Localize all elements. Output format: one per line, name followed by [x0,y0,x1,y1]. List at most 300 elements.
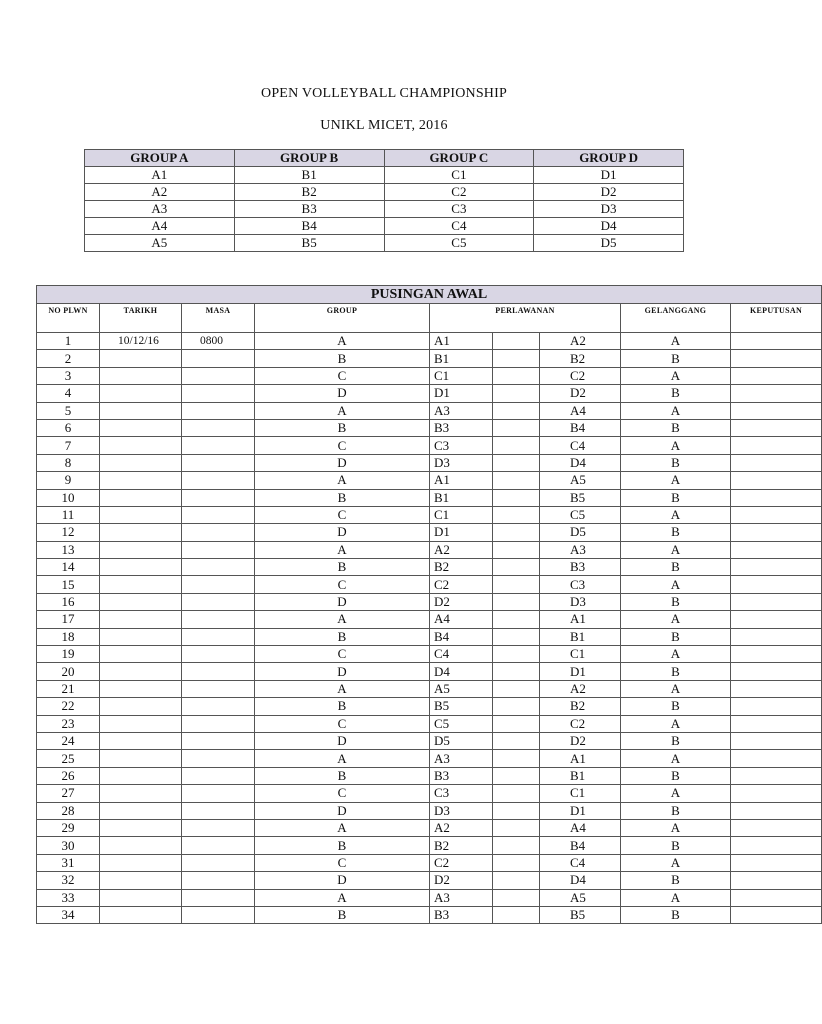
match-group-cell: C [255,437,430,454]
match-number-cell: 31 [37,854,100,871]
match-vs-spacer [493,854,540,871]
match-date-cell [100,559,182,576]
match-away-team-cell: D1 [540,802,621,819]
match-time-cell [182,872,255,889]
match-row [37,524,822,541]
match-time-cell [182,646,255,663]
match-home-team-cell: C1 [430,506,493,523]
match-time-cell [182,472,255,489]
match-court-cell: B [621,593,731,610]
schedule-table [36,285,822,924]
match-away-team-cell: B4 [540,419,621,436]
match-result-cell [731,785,822,802]
match-date-cell [100,715,182,732]
group-team-cell: D5 [534,235,684,252]
match-row [37,819,822,836]
group-team-cell: B3 [234,201,384,218]
match-home-team-cell: B1 [430,350,493,367]
match-away-team-cell: B5 [540,489,621,506]
group-team-cell: A1 [85,167,235,184]
match-row [37,489,822,506]
match-court-cell: A [621,646,731,663]
match-row [37,750,822,767]
match-vs-spacer [493,802,540,819]
schedule-banner: PUSINGAN AWAL [37,286,822,304]
match-court-cell: A [621,611,731,628]
match-home-team-cell: C2 [430,576,493,593]
match-date-cell [100,698,182,715]
match-court-cell: A [621,472,731,489]
match-date-cell [100,872,182,889]
match-home-team-cell: D1 [430,385,493,402]
match-number-cell: 19 [37,646,100,663]
match-number-cell: 32 [37,872,100,889]
match-number-cell: 15 [37,576,100,593]
match-time-cell [182,437,255,454]
match-home-team-cell: A5 [430,680,493,697]
match-home-team-cell: C3 [430,785,493,802]
match-court-cell: B [621,663,731,680]
match-time-cell [182,819,255,836]
match-date-cell [100,524,182,541]
group-team-cell: D4 [534,218,684,235]
match-home-team-cell: B5 [430,698,493,715]
match-result-cell [731,454,822,471]
match-court-cell: A [621,750,731,767]
match-number-cell: 28 [37,802,100,819]
match-number-cell: 12 [37,524,100,541]
match-vs-spacer [493,472,540,489]
match-group-cell: D [255,454,430,471]
match-date-cell [100,576,182,593]
match-number-cell: 30 [37,837,100,854]
match-away-team-cell: C5 [540,506,621,523]
match-home-team-cell: A4 [430,611,493,628]
match-result-cell [731,593,822,610]
match-date-cell [100,819,182,836]
match-home-team-cell: C3 [430,437,493,454]
match-row [37,646,822,663]
group-team-cell: A3 [85,201,235,218]
match-row [37,454,822,471]
match-number-cell: 4 [37,385,100,402]
match-court-cell: B [621,802,731,819]
match-time-cell: 0800 [182,333,255,350]
match-time-cell [182,419,255,436]
match-home-team-cell: D5 [430,732,493,749]
match-row [37,680,822,697]
match-result-cell [731,506,822,523]
match-away-team-cell: C3 [540,576,621,593]
match-number-cell: 34 [37,906,100,923]
match-court-cell: A [621,819,731,836]
match-date-cell [100,628,182,645]
match-home-team-cell: D3 [430,454,493,471]
match-row [37,402,822,419]
header-perlawanan: PERLAWANAN [430,304,621,333]
match-date-cell [100,802,182,819]
groups-row [85,218,684,235]
match-row [37,889,822,906]
match-row [37,611,822,628]
match-time-cell [182,906,255,923]
match-vs-spacer [493,750,540,767]
group-team-cell: B4 [234,218,384,235]
match-time-cell [182,680,255,697]
header-tarikh: TARIKH [100,304,182,333]
match-vs-spacer [493,489,540,506]
schedule-header-row [37,304,822,333]
match-result-cell [731,559,822,576]
match-court-cell: B [621,698,731,715]
match-time-cell [182,541,255,558]
match-result-cell [731,819,822,836]
match-away-team-cell: B4 [540,837,621,854]
match-time-cell [182,385,255,402]
match-number-cell: 22 [37,698,100,715]
match-group-cell: A [255,402,430,419]
match-row [37,472,822,489]
match-number-cell: 3 [37,367,100,384]
match-home-team-cell: B4 [430,628,493,645]
match-group-cell: A [255,472,430,489]
match-result-cell [731,489,822,506]
match-court-cell: B [621,559,731,576]
match-group-cell: B [255,698,430,715]
match-date-cell [100,367,182,384]
match-row [37,541,822,558]
match-court-cell: A [621,437,731,454]
match-date-cell [100,541,182,558]
match-court-cell: B [621,385,731,402]
match-away-team-cell: D2 [540,385,621,402]
match-result-cell [731,837,822,854]
match-group-cell: B [255,419,430,436]
match-result-cell [731,889,822,906]
match-vs-spacer [493,680,540,697]
match-vs-spacer [493,524,540,541]
match-date-cell [100,889,182,906]
document-subtitle: UNIKL MICET, 2016 [320,118,448,133]
match-away-team-cell: A1 [540,611,621,628]
group-d-header: GROUP D [534,150,684,167]
match-group-cell: C [255,854,430,871]
match-number-cell: 16 [37,593,100,610]
match-number-cell: 23 [37,715,100,732]
match-date-cell [100,750,182,767]
match-result-cell [731,611,822,628]
match-away-team-cell: A1 [540,750,621,767]
match-group-cell: D [255,872,430,889]
match-vs-spacer [493,906,540,923]
match-court-cell: B [621,872,731,889]
match-home-team-cell: A3 [430,402,493,419]
match-court-cell: A [621,367,731,384]
match-vs-spacer [493,506,540,523]
group-team-cell: D2 [534,184,684,201]
match-number-cell: 33 [37,889,100,906]
match-away-team-cell: A5 [540,889,621,906]
match-court-cell: A [621,889,731,906]
match-group-cell: C [255,576,430,593]
match-away-team-cell: B5 [540,906,621,923]
match-date-cell [100,906,182,923]
match-vs-spacer [493,350,540,367]
group-team-cell: A5 [85,235,235,252]
match-vs-spacer [493,785,540,802]
header-keputusan: KEPUTUSAN [731,304,822,333]
match-vs-spacer [493,454,540,471]
match-result-cell [731,419,822,436]
match-group-cell: D [255,524,430,541]
match-vs-spacer [493,611,540,628]
groups-row [85,235,684,252]
match-group-cell: D [255,593,430,610]
match-group-cell: A [255,680,430,697]
match-court-cell: A [621,576,731,593]
header-group: GROUP [255,304,430,333]
match-group-cell: D [255,663,430,680]
match-court-cell: A [621,541,731,558]
match-away-team-cell: D5 [540,524,621,541]
match-row [37,906,822,923]
match-group-cell: A [255,819,430,836]
match-row [37,732,822,749]
match-number-cell: 11 [37,506,100,523]
match-time-cell [182,454,255,471]
match-number-cell: 1 [37,333,100,350]
match-vs-spacer [493,646,540,663]
match-date-cell [100,350,182,367]
match-home-team-cell: C5 [430,715,493,732]
match-time-cell [182,715,255,732]
match-date-cell [100,419,182,436]
match-group-cell: D [255,802,430,819]
match-row [37,663,822,680]
match-away-team-cell: B1 [540,628,621,645]
match-result-cell [731,680,822,697]
match-away-team-cell: C1 [540,646,621,663]
match-vs-spacer [493,367,540,384]
group-team-cell: A2 [85,184,235,201]
header-gelanggang: GELANGGANG [621,304,731,333]
match-date-cell [100,593,182,610]
match-number-cell: 7 [37,437,100,454]
match-number-cell: 8 [37,454,100,471]
group-team-cell: B1 [234,167,384,184]
match-row [37,837,822,854]
match-time-cell [182,785,255,802]
match-time-cell [182,611,255,628]
match-number-cell: 20 [37,663,100,680]
match-home-team-cell: A3 [430,750,493,767]
match-number-cell: 2 [37,350,100,367]
match-row [37,350,822,367]
group-team-cell: C4 [384,218,534,235]
match-result-cell [731,524,822,541]
match-group-cell: C [255,367,430,384]
match-away-team-cell: B2 [540,698,621,715]
match-vs-spacer [493,385,540,402]
group-team-cell: C3 [384,201,534,218]
match-vs-spacer [493,889,540,906]
match-result-cell [731,854,822,871]
match-time-cell [182,524,255,541]
match-row [37,854,822,871]
match-away-team-cell: A5 [540,472,621,489]
match-result-cell [731,350,822,367]
match-away-team-cell: D4 [540,872,621,889]
match-result-cell [731,732,822,749]
match-group-cell: C [255,646,430,663]
match-number-cell: 24 [37,732,100,749]
match-time-cell [182,802,255,819]
match-away-team-cell: B2 [540,350,621,367]
match-time-cell [182,576,255,593]
group-c-header: GROUP C [384,150,534,167]
match-group-cell: A [255,333,430,350]
match-home-team-cell: C2 [430,854,493,871]
match-date-cell [100,646,182,663]
match-row [37,559,822,576]
match-away-team-cell: C2 [540,367,621,384]
match-group-cell: D [255,385,430,402]
match-result-cell [731,750,822,767]
match-result-cell [731,767,822,784]
match-group-cell: A [255,541,430,558]
match-date-cell [100,472,182,489]
group-team-cell: B2 [234,184,384,201]
match-group-cell: A [255,611,430,628]
group-team-cell: C1 [384,167,534,184]
match-home-team-cell: A1 [430,472,493,489]
match-row [37,628,822,645]
match-court-cell: B [621,454,731,471]
match-home-team-cell: A1 [430,333,493,350]
group-team-cell: C5 [384,235,534,252]
group-team-cell: D3 [534,201,684,218]
match-vs-spacer [493,767,540,784]
match-court-cell: B [621,350,731,367]
match-row [37,767,822,784]
match-vs-spacer [493,698,540,715]
match-group-cell: D [255,732,430,749]
match-vs-spacer [493,819,540,836]
match-time-cell [182,698,255,715]
match-vs-spacer [493,576,540,593]
header-no-plwn: NO PLWN [37,304,100,333]
match-court-cell: B [621,628,731,645]
match-away-team-cell: C4 [540,854,621,871]
match-home-team-cell: B3 [430,419,493,436]
match-vs-spacer [493,732,540,749]
match-row [37,333,822,350]
match-court-cell: B [621,767,731,784]
match-date-cell [100,854,182,871]
match-result-cell [731,802,822,819]
match-court-cell: B [621,489,731,506]
match-time-cell [182,402,255,419]
match-date-cell [100,611,182,628]
match-date-cell [100,837,182,854]
match-group-cell: B [255,767,430,784]
match-date-cell [100,680,182,697]
match-home-team-cell: C1 [430,367,493,384]
match-court-cell: A [621,715,731,732]
match-row [37,385,822,402]
match-court-cell: A [621,333,731,350]
groups-table [84,149,684,252]
match-result-cell [731,663,822,680]
match-time-cell [182,837,255,854]
match-vs-spacer [493,663,540,680]
match-away-team-cell: C4 [540,437,621,454]
match-number-cell: 29 [37,819,100,836]
groups-row [85,167,684,184]
match-row [37,506,822,523]
groups-row [85,201,684,218]
match-row [37,367,822,384]
header-masa: MASA [182,304,255,333]
match-number-cell: 21 [37,680,100,697]
match-row [37,715,822,732]
match-court-cell: A [621,506,731,523]
match-result-cell [731,698,822,715]
match-number-cell: 26 [37,767,100,784]
match-away-team-cell: A3 [540,541,621,558]
match-time-cell [182,889,255,906]
match-vs-spacer [493,402,540,419]
match-result-cell [731,385,822,402]
match-date-cell [100,437,182,454]
match-number-cell: 9 [37,472,100,489]
match-time-cell [182,489,255,506]
match-vs-spacer [493,437,540,454]
match-result-cell [731,367,822,384]
match-group-cell: A [255,889,430,906]
match-home-team-cell: A2 [430,541,493,558]
match-time-cell [182,750,255,767]
match-group-cell: B [255,906,430,923]
match-court-cell: B [621,524,731,541]
match-away-team-cell: A2 [540,333,621,350]
match-number-cell: 17 [37,611,100,628]
match-result-cell [731,472,822,489]
match-row [37,872,822,889]
match-court-cell: A [621,785,731,802]
match-away-team-cell: D3 [540,593,621,610]
match-result-cell [731,715,822,732]
match-away-team-cell: D2 [540,732,621,749]
match-away-team-cell: B3 [540,559,621,576]
match-date-cell [100,489,182,506]
match-home-team-cell: B3 [430,767,493,784]
match-time-cell [182,663,255,680]
match-time-cell [182,854,255,871]
match-row [37,593,822,610]
match-home-team-cell: D3 [430,802,493,819]
groups-header-row [85,150,684,167]
match-result-cell [731,333,822,350]
match-time-cell [182,767,255,784]
match-away-team-cell: B1 [540,767,621,784]
match-vs-spacer [493,541,540,558]
match-vs-spacer [493,419,540,436]
match-time-cell [182,367,255,384]
match-time-cell [182,350,255,367]
match-home-team-cell: B1 [430,489,493,506]
match-home-team-cell: B2 [430,559,493,576]
